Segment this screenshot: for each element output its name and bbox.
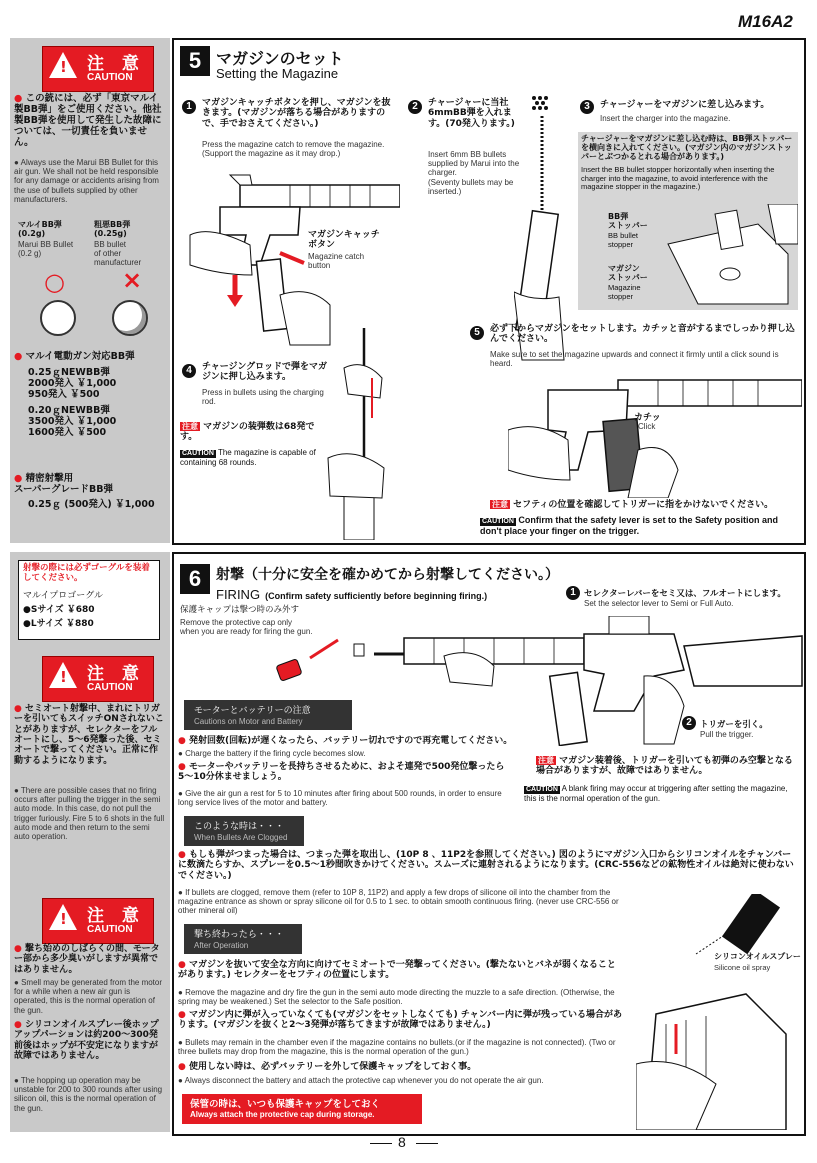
charger-illustration bbox=[514, 92, 574, 362]
clogged-note-jp: ● もしも弾がつまった場合は、つまった弾を取出し、(10P 8 、11P2を参照してください。) 図のようにマガジン入口からシリコンオイルをチャンバーに数滴たらすか、スプレーを0.5〜1秒間吹きかけてください。スムーズに連射されるようになります。(CRC-556などの鉱物性オイルは絶対に使わないでください。) bbox=[178, 850, 794, 881]
after-operation-bar: 撃ち終わったら・・・ After Operation bbox=[184, 924, 302, 954]
step-5-warning-jp: 注意 セフティの位置を確認してトリガーに指をかけないでください。 bbox=[492, 500, 774, 510]
bb-warning-jp: ● この銃には、必ず「東京マルイ製BB弾」をご使用ください。他社製BB弾を使用して発生した故障については、一切責任を負いません。 bbox=[14, 93, 162, 148]
goggles-size-l: ●Lサイズ ￥880 bbox=[23, 619, 94, 629]
bb-col2-en: BB bullet of other manufacturer bbox=[94, 240, 142, 268]
step-4-badge: 4 bbox=[182, 364, 196, 378]
click-label-jp: カチッ bbox=[634, 413, 661, 423]
caution-label-3: ! 注 意 CAUTION bbox=[42, 898, 154, 944]
trigger-badge: 2 bbox=[682, 716, 696, 730]
step-5-en: Make sure to set the magazine upwards and connect it firmly until a click sound is heard. bbox=[490, 350, 779, 369]
step-5-rifle-illustration bbox=[508, 370, 802, 498]
page-number-line-left bbox=[370, 1143, 392, 1144]
goggles-product: マルイプロゴーグル bbox=[23, 591, 104, 601]
blank-fire-jp: 注意 マガジン装着後、トリガーを引いても初弾のみ空撃となる場合がありますが、故障ではありません。 bbox=[536, 756, 793, 777]
semi-auto-note-jp: ● セミオート射撃中、まれにトリガーを引いてもスイッチONされないことがありますが、セレクターをフルオートにし、5〜6発撃った後、セミオートで撃ってください。正常に作動するようになります。 bbox=[14, 704, 164, 766]
goggles-box bbox=[18, 560, 160, 640]
goggles-size-s: ●Sサイズ ￥680 bbox=[23, 605, 95, 615]
hopup-note-en: ● The hopping up operation may be unstable for 200 to 300 rounds after using silicon oil, this is the normal operation of the gun. bbox=[14, 1076, 163, 1113]
bb-stopper-en: BB bullet stopper bbox=[608, 231, 639, 249]
step-3-en: Insert the charger into the magazine. bbox=[600, 114, 731, 123]
silicone-spray-illustration bbox=[636, 894, 800, 1130]
step-4-warning-en: CAUTION The magazine is capable of containing 68 rounds. bbox=[180, 448, 316, 468]
magazine-stopper-illustration bbox=[658, 204, 798, 308]
protective-cap-jp: 保護キャップは撃つ時のみ外す bbox=[180, 605, 300, 615]
motor-note-2-en: ● Give the air gun a rest for 5 to 10 minutes after firing about 500 rounds, in order to ensure long service lives of the motor and battery. bbox=[178, 789, 502, 808]
click-label-en: Click bbox=[638, 422, 656, 431]
selector-jp: セレクターレバーをセミ又は、フルオートにします。 bbox=[584, 589, 786, 599]
section-6-title-en: FIRING (Confirm safety sufficiently before beginning firing.) bbox=[216, 587, 488, 602]
section-5-panel bbox=[172, 38, 806, 545]
step-4-jp: チャージングロッドで弾をマガジンに押し込みます。 bbox=[202, 362, 327, 383]
model-name: M16A2 bbox=[738, 12, 793, 31]
motor-note-1-en: ● Charge the battery if the firing cycle becomes slow. bbox=[178, 749, 366, 758]
bad-bb-icon bbox=[112, 300, 148, 336]
good-bb-icon bbox=[40, 300, 76, 336]
after-note-2-en: ● Bullets may remain in the chamber even if the magazine contains no bullets.(or if the magazine is not connected). (Two or three bullets may drop from the magazine, this is the normal operation of the gun.) bbox=[178, 1038, 616, 1057]
bb-warning-en: ● Always use the Marui BB Bullet for this air gun. We shall not be held responsible for any damage or accidents arising from the use of bullets supplied by other manufacturers. bbox=[14, 158, 159, 204]
step-1-badge: 1 bbox=[182, 100, 196, 114]
caution-label-2: ! 注 意 CAUTION bbox=[42, 656, 154, 702]
mag-stopper-jp: マガジン ストッパー bbox=[608, 264, 648, 283]
mag-stopper-en: Magazine stopper bbox=[608, 283, 641, 301]
after-note-1-jp: ● マガジンを抜いて安全な方向に向けてセミオートで一発撃ってください。(撃たないとバネが弱くなることがあります。) セレクターをセフティの位置にします。 bbox=[178, 960, 616, 981]
hopup-note-jp: ● シリコンオイルスプレー後ホップアップパーションは約200〜300発前後はホップが不安定になりますが故障ではありません。 bbox=[14, 1020, 159, 1062]
caution-label: ! 注 意 CAUTION bbox=[42, 46, 154, 92]
goggles-warning: 射撃の際には必ずゴーグルを装着してください。 bbox=[23, 563, 150, 583]
product-lines-020: 0.20ｇNEWBB弾 3500発入 ￥1,000 1600発入 ￥500 bbox=[28, 405, 117, 438]
magazine-catch-label-jp: マガジンキャッチ ボタン bbox=[308, 230, 380, 251]
step-3-note-box bbox=[578, 132, 798, 310]
step-3-note-jp: チャージャーをマガジンに差し込む時は、BB弾ストッパーを横向きに入れてください。(マガジン内のマガジンストッパーとぶつかるとれる場合があります。) bbox=[581, 134, 793, 162]
selector-badge: 1 bbox=[566, 586, 580, 600]
clogged-note-en: ● If bullets are clogged, remove them (refer to 10P 8, 11P2) and apply a few drops of silicone oil into the chamber from the magazine entrance as shown or spray silicone oil for 0.5 to 1 sec. to obtain smooth continuous firing. (never use CRC-556 or other mineral oil) bbox=[178, 888, 619, 916]
bb-stopper-jp: BB弾 ストッパー bbox=[608, 212, 648, 231]
step-3-jp: チャージャーをマガジンに差し込みます。 bbox=[600, 100, 770, 110]
precision-title: ● 精密射撃用 スーパーグレードBB弾 bbox=[14, 473, 114, 495]
section-6-title-jp: 射撃（十分に安全を確かめてから射撃してください。） bbox=[216, 567, 559, 583]
step-2-jp: チャージャーに当社6mmBB弾を入れます。(70発入ります。) bbox=[428, 98, 515, 129]
charging-rod-illustration bbox=[324, 328, 394, 540]
motor-battery-bar: モーターとバッテリーの注意 Cautions on Motor and Battery bbox=[184, 700, 352, 730]
silicone-spray-label-jp: シリコンオイルスプレー bbox=[714, 952, 801, 961]
step-5-badge: 5 bbox=[470, 326, 484, 340]
silicone-spray-label-en: Silicone oil spray bbox=[714, 963, 771, 972]
page-number-line-right bbox=[416, 1143, 438, 1144]
product-lines-025: 0.25ｇNEWBB弾 2000発入 ￥1,000 950発入 ￥500 bbox=[28, 367, 117, 400]
sidebar-top bbox=[10, 38, 170, 543]
bb-col1-en: Marui BB Bullet (0.2 g) bbox=[18, 240, 74, 259]
step-5-jp: 必ず下からマガジンをセットします。カチッと音がするまでしっかり押し込んでください。 bbox=[490, 324, 795, 345]
bad-mark: × bbox=[122, 266, 143, 294]
section-5-title-jp: マガジンのセット bbox=[216, 49, 344, 68]
step-1-jp: マガジンキャッチボタンを押し、マガジンを抜きます。(マガジンが落ちる場合がありますので、手でおさえてください。) bbox=[202, 98, 391, 129]
section-5-number: 5 bbox=[180, 46, 210, 76]
step-4-warning-jp: 注意 マガジンの装弾数は68発です。 bbox=[180, 422, 315, 443]
step-4-en: Press in bullets using the charging rod. bbox=[202, 388, 324, 407]
protective-cap-en: Remove the protective cap only when you are ready for firing the gun. bbox=[180, 618, 313, 637]
step-1-en: Press the magazine catch to remove the magazine. (Support the magazine as it may drop.) bbox=[202, 140, 385, 159]
after-note-1-en: ● Remove the magazine and dry fire the gun in the semi auto mode directing the muzzle to a safe direction. (Otherwise, the spring may be weakened.) Set the selector to the Safe position. bbox=[178, 988, 615, 1007]
step-1-rifle-illustration bbox=[180, 165, 400, 355]
trigger-jp: トリガーを引く。 bbox=[700, 720, 768, 730]
precision-line: 0.25ｇ (500発入) ￥1,000 bbox=[28, 499, 155, 510]
selector-en: Set the selector lever to Semi or Full Auto. bbox=[584, 599, 734, 608]
storage-banner: 保管の時は、いつも保護キャップをしておく Always attach the protective cap during storage. bbox=[182, 1094, 422, 1124]
semi-auto-note-en: ● There are possible cases that no firing occurs after pulling the trigger in the semi auto mode. In this case, do not pull the trigger furiously. Fire 5 to 6 shots in the full auto mode and then return to the semi auto operation. bbox=[14, 786, 165, 841]
page-number: 8 bbox=[398, 1134, 406, 1150]
after-note-3-en: ● Always disconnect the battery and attach the protective cap whenever you do not operate the air gun. bbox=[178, 1076, 544, 1085]
sidebar-bottom bbox=[10, 552, 170, 1132]
bb-col2-jp: 粗悪BB弾 (0.25g) bbox=[94, 220, 131, 239]
bb-col1-jp: マルイBB弾 (0.2g) bbox=[18, 220, 62, 239]
after-note-3-jp: ● 使用しない時は、必ずバッテリーを外して保護キャップをしておく事。 bbox=[178, 1062, 477, 1072]
smell-note-jp: ● 撃ち始めのしばらくの間、モーター部から多少臭いがしますが異常ではありません。 bbox=[14, 944, 160, 975]
trigger-en: Pull the trigger. bbox=[700, 730, 754, 739]
step-3-badge: 3 bbox=[580, 100, 594, 114]
products-title: ● マルイ電動ガン対応BB弾 bbox=[14, 351, 135, 362]
after-note-2-jp: ● マガジン内に弾が入っていなくても(マガジンをセットしなくても) チャンバー内に弾が残っている場合があります。(マガジンを抜くと2〜3発弾が落ちてきますが故障ではありません。) bbox=[178, 1010, 623, 1031]
section-5-title-en: Setting the Magazine bbox=[216, 66, 339, 81]
step-2-badge: 2 bbox=[408, 100, 422, 114]
motor-note-2-jp: ● モーターやバッテリーを長持ちさせるために、およそ連発で500発位撃ったら5〜10分休ませましょう。 bbox=[178, 762, 505, 783]
magazine-catch-label-en: Magazine catch button bbox=[308, 252, 365, 271]
section-6-number: 6 bbox=[180, 564, 210, 594]
step-5-warning-en: CAUTION Confirm that the safety lever is set to the Safety position and don't place your finger on the trigger. bbox=[480, 515, 778, 537]
smell-note-en: ● Smell may be generated from the motor for a while when a new air gun is operated, this is the normal operation of the gun. bbox=[14, 978, 163, 1015]
step-3-note-en: Insert the BB bullet stopper horizontally when inserting the charger into the magazine, to avoid interference with the magazine stopper in the magazine.) bbox=[581, 165, 775, 192]
good-mark: ○ bbox=[44, 268, 65, 296]
blank-fire-en: CAUTION A blank firing may occur at triggering after setting the magazine, this is the normal operation of the gun. bbox=[524, 784, 788, 804]
motor-note-1-jp: ● 発射回数(回転)が遅くなったら、バッテリー切れですので再充電してください。 bbox=[178, 736, 513, 746]
section-6-panel bbox=[172, 552, 806, 1136]
step-2-en: Insert 6mm BB bullets supplied by Marui into the charger. (Seventy bullets may be inserted.) bbox=[428, 150, 520, 196]
clogged-bar: このような時は・・・ When Bullets Are Clogged bbox=[184, 816, 304, 846]
